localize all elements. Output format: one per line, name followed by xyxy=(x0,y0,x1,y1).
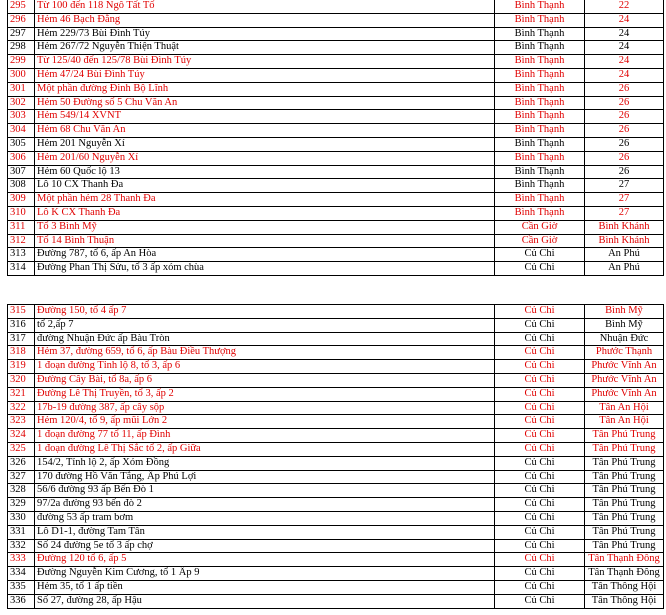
table-row xyxy=(8,470,664,484)
district-cell: Bình Thạnh xyxy=(495,68,585,82)
ward-cell: 27 xyxy=(585,179,664,193)
ward-cell: Tân Thông Hội xyxy=(585,594,664,608)
row-number-cell: 336 xyxy=(8,594,35,608)
table-row xyxy=(8,110,664,124)
ward-cell: 26 xyxy=(585,137,664,151)
table-row xyxy=(8,525,664,539)
district-cell: Củ Chi xyxy=(495,539,585,553)
ward-cell: Phước Vĩnh An xyxy=(585,373,664,387)
district-cell: Củ Chi xyxy=(495,567,585,581)
district-cell: Củ Chi xyxy=(495,456,585,470)
ward-cell: Phước Thạnh xyxy=(585,346,664,360)
district-cell: Củ Chi xyxy=(495,248,585,262)
table-row xyxy=(8,41,664,55)
row-number-cell: 308 xyxy=(8,179,35,193)
table-row xyxy=(8,124,664,138)
ward-cell: Bình Khánh xyxy=(585,234,664,248)
ward-cell: An Phú xyxy=(585,248,664,262)
ward-cell: 24 xyxy=(585,41,664,55)
ward-cell: Phước Vĩnh An xyxy=(585,360,664,374)
row-number-cell: 316 xyxy=(8,318,35,332)
district-cell: Củ Chi xyxy=(495,387,585,401)
row-number-cell: 330 xyxy=(8,511,35,525)
ward-cell: Bình Khánh xyxy=(585,220,664,234)
row-number-cell: 298 xyxy=(8,41,35,55)
row-number-cell: 303 xyxy=(8,110,35,124)
district-cell: Củ Chi xyxy=(495,373,585,387)
address-cell: Hẻm 549/14 XVNT xyxy=(35,110,495,124)
district-cell: Củ Chi xyxy=(495,429,585,443)
ward-cell: 24 xyxy=(585,68,664,82)
row-number-cell: 322 xyxy=(8,401,35,415)
address-cell: Đường Cây Bài, tổ 8a, ấp 6 xyxy=(35,373,495,387)
row-number-cell: 321 xyxy=(8,387,35,401)
address-cell: Hẻm 37, đường 659, tổ 6, ấp Bàu Điều Thượng xyxy=(35,346,495,360)
address-cell: Hẻm 201/60 Nguyễn Xí xyxy=(35,151,495,165)
address-cell: Từ 125/40 đến 125/78 Bùi Đình Túy xyxy=(35,55,495,69)
table-row xyxy=(8,429,664,443)
ward-cell: 26 xyxy=(585,110,664,124)
ward-cell: 26 xyxy=(585,151,664,165)
district-cell: Củ Chi xyxy=(495,415,585,429)
table-row xyxy=(8,456,664,470)
ward-cell: 26 xyxy=(585,124,664,138)
district-cell: Củ Chi xyxy=(495,305,585,319)
row-number-cell: 318 xyxy=(8,346,35,360)
row-number-cell: 297 xyxy=(8,27,35,41)
row-number-cell: 301 xyxy=(8,82,35,96)
address-cell: Từ 100 đến 118 Ngô Tất Tố xyxy=(35,0,495,13)
district-cell: Củ Chi xyxy=(495,470,585,484)
address-cell: Một phần hẻm 28 Thanh Đa xyxy=(35,193,495,207)
address-table-top xyxy=(7,0,664,276)
row-number-cell: 328 xyxy=(8,484,35,498)
table-row xyxy=(8,318,664,332)
row-number-cell: 320 xyxy=(8,373,35,387)
district-cell: Bình Thạnh xyxy=(495,165,585,179)
address-cell: Đường Nguyễn Kim Cương, tổ 1 Ấp 9 xyxy=(35,567,495,581)
table-row xyxy=(8,567,664,581)
table-row xyxy=(8,262,664,276)
ward-cell: Tân Phú Trung xyxy=(585,539,664,553)
table-row xyxy=(8,360,664,374)
row-number-cell: 307 xyxy=(8,165,35,179)
district-cell: Củ Chi xyxy=(495,360,585,374)
address-cell: 56/6 đường 93 ấp Bến Đò 1 xyxy=(35,484,495,498)
row-number-cell: 331 xyxy=(8,525,35,539)
ward-cell: Tân Thạnh Đông xyxy=(585,567,664,581)
table-row xyxy=(8,220,664,234)
district-cell: Củ Chi xyxy=(495,484,585,498)
address-cell: đường 53 ấp tram bơm xyxy=(35,511,495,525)
district-cell: Củ Chi xyxy=(495,525,585,539)
row-number-cell: 324 xyxy=(8,429,35,443)
address-cell: Hẻm 120/4, tổ 9, ấp mũi Lớn 2 xyxy=(35,415,495,429)
row-number-cell: 335 xyxy=(8,580,35,594)
address-cell: Hẻm 47/24 Bùi Đình Túy xyxy=(35,68,495,82)
row-number-cell: 310 xyxy=(8,206,35,220)
district-cell: Củ Chi xyxy=(495,262,585,276)
address-cell: Tổ 14 Bình Thuận xyxy=(35,234,495,248)
address-cell: đường Nhuận Đức ấp Bàu Tròn xyxy=(35,332,495,346)
row-number-cell: 304 xyxy=(8,124,35,138)
district-cell: Cần Giờ xyxy=(495,234,585,248)
ward-cell: 24 xyxy=(585,13,664,27)
ward-cell: Tân An Hội xyxy=(585,401,664,415)
address-cell: 1 đoạn đường 77 tổ 11, ấp Đình xyxy=(35,429,495,443)
table-row xyxy=(8,151,664,165)
row-number-cell: 332 xyxy=(8,539,35,553)
table-row xyxy=(8,373,664,387)
ward-cell: 27 xyxy=(585,206,664,220)
ward-cell: Tân Phú Trung xyxy=(585,429,664,443)
table-row xyxy=(8,68,664,82)
table-row xyxy=(8,55,664,69)
row-number-cell: 305 xyxy=(8,137,35,151)
table-row xyxy=(8,82,664,96)
district-cell: Củ Chi xyxy=(495,594,585,608)
row-number-cell: 306 xyxy=(8,151,35,165)
row-number-cell: 312 xyxy=(8,234,35,248)
ward-cell: 26 xyxy=(585,96,664,110)
district-cell: Củ Chi xyxy=(495,332,585,346)
table-row xyxy=(8,387,664,401)
address-cell: Đường Lê Thị Truyền, tổ 3, ấp 2 xyxy=(35,387,495,401)
ward-cell: Tân An Hội xyxy=(585,415,664,429)
table-row xyxy=(8,248,664,262)
table-row xyxy=(8,580,664,594)
row-number-cell: 325 xyxy=(8,442,35,456)
row-number-cell: 319 xyxy=(8,360,35,374)
district-cell: Củ Chi xyxy=(495,318,585,332)
ward-cell: Tân Phú Trung xyxy=(585,511,664,525)
row-number-cell: 300 xyxy=(8,68,35,82)
table-row xyxy=(8,539,664,553)
district-cell: Bình Thạnh xyxy=(495,27,585,41)
ward-cell: 27 xyxy=(585,193,664,207)
row-number-cell: 334 xyxy=(8,567,35,581)
table-row xyxy=(8,96,664,110)
ward-cell: Nhuận Đức xyxy=(585,332,664,346)
table-row xyxy=(8,553,664,567)
district-cell: Bình Thạnh xyxy=(495,13,585,27)
table-row xyxy=(8,594,664,608)
ward-cell: Tân Phú Trung xyxy=(585,525,664,539)
address-cell: Một phần đường Đinh Bộ Lĩnh xyxy=(35,82,495,96)
table-row xyxy=(8,332,664,346)
district-cell: Củ Chi xyxy=(495,401,585,415)
ward-cell: Tân Phú Trung xyxy=(585,498,664,512)
row-number-cell: 296 xyxy=(8,13,35,27)
ward-cell: 26 xyxy=(585,165,664,179)
table-row xyxy=(8,193,664,207)
district-cell: Bình Thạnh xyxy=(495,110,585,124)
table-row xyxy=(8,179,664,193)
ward-cell: Phước Vĩnh An xyxy=(585,387,664,401)
ward-cell: Tân Thông Hội xyxy=(585,580,664,594)
district-cell: Cần Giờ xyxy=(495,220,585,234)
address-cell: Hẻm 60 Quốc lộ 13 xyxy=(35,165,495,179)
address-cell: tổ 2,ấp 7 xyxy=(35,318,495,332)
row-number-cell: 309 xyxy=(8,193,35,207)
district-cell: Củ Chi xyxy=(495,580,585,594)
table-body xyxy=(8,305,664,609)
row-number-cell: 302 xyxy=(8,96,35,110)
address-cell: Đường Phan Thị Sửu, tổ 3 ấp xóm chùa xyxy=(35,262,495,276)
ward-cell: Tân Phú Trung xyxy=(585,470,664,484)
address-cell: Hẻm 229/73 Bùi Đình Túy xyxy=(35,27,495,41)
row-number-cell: 299 xyxy=(8,55,35,69)
table-row xyxy=(8,511,664,525)
table-row xyxy=(8,401,664,415)
address-cell: Đường 150, tổ 4 ấp 7 xyxy=(35,305,495,319)
address-cell: 17b-19 đường 387, ấp cây sộp xyxy=(35,401,495,415)
address-cell: Hẻm 50 Đường số 5 Chu Văn An xyxy=(35,96,495,110)
ward-cell: Bình Mỹ xyxy=(585,305,664,319)
district-cell: Bình Thạnh xyxy=(495,137,585,151)
ward-cell: Tân Phú Trung xyxy=(585,456,664,470)
table-row xyxy=(8,346,664,360)
district-cell: Bình Thạnh xyxy=(495,206,585,220)
address-cell: Lô D1-1, đường Tam Tân xyxy=(35,525,495,539)
district-cell: Củ Chi xyxy=(495,346,585,360)
district-cell: Bình Thạnh xyxy=(495,124,585,138)
address-cell: Hẻm 267/72 Nguyễn Thiện Thuật xyxy=(35,41,495,55)
row-number-cell: 323 xyxy=(8,415,35,429)
address-cell: Đường 787, tổ 6, ấp An Hòa xyxy=(35,248,495,262)
row-number-cell: 317 xyxy=(8,332,35,346)
row-number-cell: 311 xyxy=(8,220,35,234)
district-cell: Củ Chi xyxy=(495,442,585,456)
ward-cell: Tân Thạnh Đông xyxy=(585,553,664,567)
row-number-cell: 314 xyxy=(8,262,35,276)
table-body xyxy=(8,0,664,275)
district-cell: Bình Thạnh xyxy=(495,0,585,13)
ward-cell: 24 xyxy=(585,27,664,41)
address-cell: 1 đoạn đường Lê Thị Sắc tổ 2, ấp Giữa xyxy=(35,442,495,456)
address-cell: Số 24 đường 5e tổ 3 ấp chợ xyxy=(35,539,495,553)
district-cell: Bình Thạnh xyxy=(495,55,585,69)
row-number-cell: 315 xyxy=(8,305,35,319)
row-number-cell: 313 xyxy=(8,248,35,262)
district-cell: Bình Thạnh xyxy=(495,193,585,207)
address-cell: Hẻm 46 Bạch Đằng xyxy=(35,13,495,27)
address-cell: 1 đoạn đường Tỉnh lộ 8, tổ 3, ấp 6 xyxy=(35,360,495,374)
address-cell: 97/2a đường 93 bến đò 2 xyxy=(35,498,495,512)
address-cell: 170 đường Hồ Văn Tắng, Ấp Phú Lợi xyxy=(35,470,495,484)
table-row xyxy=(8,498,664,512)
table-row xyxy=(8,234,664,248)
address-cell: Tổ 3 Bình Mỹ xyxy=(35,220,495,234)
table-row xyxy=(8,165,664,179)
ward-cell: An Phú xyxy=(585,262,664,276)
ward-cell: Tân Phú Trung xyxy=(585,442,664,456)
table-row xyxy=(8,27,664,41)
district-cell: Bình Thạnh xyxy=(495,179,585,193)
district-cell: Bình Thạnh xyxy=(495,41,585,55)
district-cell: Bình Thạnh xyxy=(495,96,585,110)
ward-cell: Tân Phú Trung xyxy=(585,484,664,498)
row-number-cell: 295 xyxy=(8,0,35,13)
table-row xyxy=(8,206,664,220)
table-row xyxy=(8,442,664,456)
address-cell: Hẻm 35, tổ 1 ấp tiền xyxy=(35,580,495,594)
district-cell: Bình Thạnh xyxy=(495,82,585,96)
row-number-cell: 326 xyxy=(8,456,35,470)
district-cell: Bình Thạnh xyxy=(495,151,585,165)
row-number-cell: 327 xyxy=(8,470,35,484)
district-cell: Củ Chi xyxy=(495,511,585,525)
table-row xyxy=(8,484,664,498)
address-cell: Lô 10 CX Thanh Đa xyxy=(35,179,495,193)
table-row xyxy=(8,305,664,319)
address-cell: Hẻm 201 Nguyễn Xí xyxy=(35,137,495,151)
ward-cell: Bình Mỹ xyxy=(585,318,664,332)
row-number-cell: 333 xyxy=(8,553,35,567)
district-cell: Củ Chi xyxy=(495,553,585,567)
table-row xyxy=(8,415,664,429)
address-cell: Đường 120 tổ 6, ấp 5 xyxy=(35,553,495,567)
table-row xyxy=(8,13,664,27)
table-row xyxy=(8,137,664,151)
table-row xyxy=(8,0,664,13)
ward-cell: 22 xyxy=(585,0,664,13)
ward-cell: 26 xyxy=(585,82,664,96)
address-cell: Hẻm 68 Chu Văn An xyxy=(35,124,495,138)
address-cell: 154/2, Tỉnh lộ 2, ấp Xóm Đồng xyxy=(35,456,495,470)
address-cell: Số 27, đường 28, ấp Hậu xyxy=(35,594,495,608)
address-table-bottom xyxy=(7,304,664,609)
district-cell: Củ Chi xyxy=(495,498,585,512)
row-number-cell: 329 xyxy=(8,498,35,512)
ward-cell: 24 xyxy=(585,55,664,69)
address-cell: Lô K CX Thanh Đa xyxy=(35,206,495,220)
